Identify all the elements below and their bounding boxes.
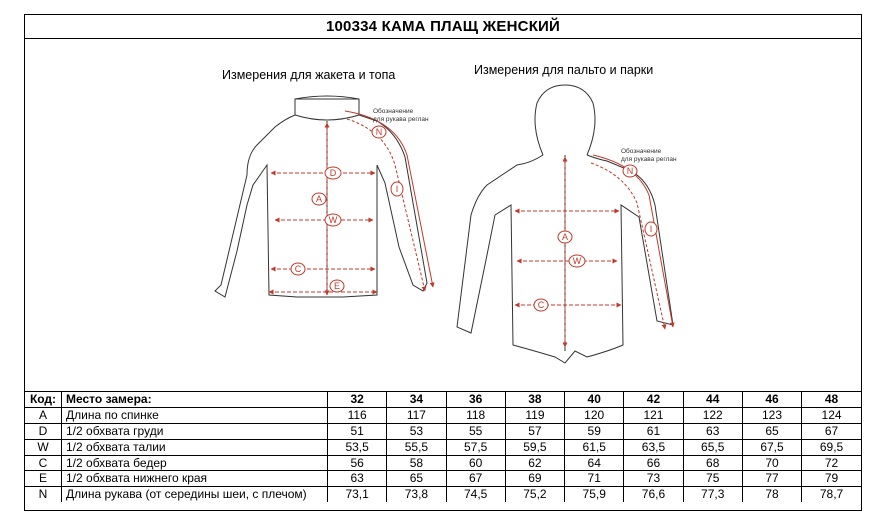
measure-value: 78: [742, 487, 801, 502]
measure-value: 72: [802, 455, 861, 471]
header-size: 38: [505, 392, 564, 408]
measure-value: 57: [505, 423, 564, 439]
measure-name: 1/2 обхвата груди: [62, 423, 328, 439]
table-row: [25, 407, 861, 423]
measure-value: 65,5: [683, 439, 742, 455]
measure-value: 73,8: [387, 487, 446, 502]
jacket-measure-labels: [291, 107, 429, 292]
coat-label-w: W: [572, 256, 582, 266]
measure-value: 60: [446, 455, 505, 471]
jacket-diagram-caption: Измерения для жакета и топа: [222, 68, 396, 82]
measure-value: 122: [683, 407, 742, 423]
measure-value: 64: [565, 455, 624, 471]
jacket-label-e: E: [333, 281, 341, 291]
measure-value: 68: [683, 455, 742, 471]
jacket-label-a: A: [315, 194, 323, 204]
measure-code: D: [25, 423, 62, 439]
header-size: 34: [387, 392, 446, 408]
header-size: 42: [624, 392, 683, 408]
measure-code: N: [25, 487, 62, 502]
coat-measures: [515, 155, 673, 347]
measure-name: Длина рукава (от середины шеи, с плечом): [62, 487, 328, 502]
measure-code: W: [25, 439, 62, 455]
jacket-label-i: I: [395, 184, 399, 194]
measure-name: 1/2 обхвата бедер: [62, 455, 328, 471]
measure-value: 69: [505, 471, 564, 487]
measure-name: 1/2 обхвата нижнего края: [62, 471, 328, 487]
measure-value: 69,5: [802, 439, 861, 455]
measure-value: 55,5: [387, 439, 446, 455]
measure-value: 51: [328, 423, 387, 439]
measure-value: 55: [446, 423, 505, 439]
size-table-body: [25, 407, 861, 502]
measure-value: 67,5: [742, 439, 801, 455]
measure-value: 58: [387, 455, 446, 471]
measure-value: 123: [742, 407, 801, 423]
header-code: Код:: [25, 392, 62, 408]
jacket-note-line1: Обозначение: [373, 108, 414, 115]
measure-code: A: [25, 407, 62, 423]
measure-value: 57,5: [446, 439, 505, 455]
size-table: [25, 391, 861, 502]
page-title: 100334 КАМА ПЛАЩ ЖЕНСКИЙ: [25, 15, 861, 39]
coat-label-a: A: [561, 232, 569, 242]
coat-label-i: I: [649, 224, 653, 234]
header-size: 40: [565, 392, 624, 408]
measure-value: 74,5: [446, 487, 505, 502]
measurement-diagrams: [25, 15, 861, 391]
coat-label-c: C: [537, 300, 545, 310]
measure-value: 120: [565, 407, 624, 423]
measure-value: 71: [565, 471, 624, 487]
measure-value: 67: [802, 423, 861, 439]
header-size: 44: [683, 392, 742, 408]
jacket-label-d: D: [329, 168, 337, 178]
measure-name: 1/2 обхвата талии: [62, 439, 328, 455]
table-row: [25, 423, 861, 439]
header-name: Место замера:: [62, 392, 328, 408]
table-row: [25, 487, 861, 502]
measure-value: 53,5: [328, 439, 387, 455]
measure-name: Длина по спинке: [62, 407, 328, 423]
measure-value: 67: [446, 471, 505, 487]
measure-value: 117: [387, 407, 446, 423]
measure-value: 63: [683, 423, 742, 439]
measure-value: 118: [446, 407, 505, 423]
measure-value: 75,9: [565, 487, 624, 502]
measure-value: 79: [802, 471, 861, 487]
header-size: 36: [446, 392, 505, 408]
jacket-label-n: N: [375, 127, 383, 137]
measure-value: 77: [742, 471, 801, 487]
measure-value: 78,7: [802, 487, 861, 502]
size-table-header-row: [25, 392, 861, 408]
coat-note-line1: Обозначение: [621, 148, 662, 155]
measure-value: 63: [328, 471, 387, 487]
measure-value: 61: [624, 423, 683, 439]
measure-value: 65: [742, 423, 801, 439]
measure-value: 119: [505, 407, 564, 423]
measure-value: 77,3: [683, 487, 742, 502]
measure-value: 56: [328, 455, 387, 471]
measure-value: 53: [387, 423, 446, 439]
header-size: 46: [742, 392, 801, 408]
measure-code: E: [25, 471, 62, 487]
coat-note-line2: для рукава реглан: [621, 156, 677, 163]
coat-measure-labels: [534, 147, 677, 311]
header-size: 48: [802, 392, 861, 408]
measure-value: 66: [624, 455, 683, 471]
coat-diagram-caption: Измерения для пальто и парки: [474, 63, 654, 77]
jacket-label-c: C: [294, 264, 302, 274]
measure-value: 62: [505, 455, 564, 471]
table-row: [25, 455, 861, 471]
measure-value: 63,5: [624, 439, 683, 455]
measure-value: 121: [624, 407, 683, 423]
coat-label-n: N: [626, 166, 634, 176]
measure-value: 65: [387, 471, 446, 487]
measure-value: 73: [624, 471, 683, 487]
measure-value: 73,1: [328, 487, 387, 502]
measure-value: 70: [742, 455, 801, 471]
table-row: [25, 471, 861, 487]
measure-value: 75,2: [505, 487, 564, 502]
measure-value: 59: [565, 423, 624, 439]
measure-value: 116: [328, 407, 387, 423]
jacket-note-line2: для рукава реглан: [373, 116, 429, 123]
coat-hood: [535, 85, 595, 155]
header-size: 32: [328, 392, 387, 408]
measure-value: 124: [802, 407, 861, 423]
size-chart-frame: [24, 14, 862, 511]
jacket-label-w: W: [328, 215, 338, 225]
table-row: [25, 439, 861, 455]
jacket-collar: [295, 96, 359, 120]
measure-value: 76,6: [624, 487, 683, 502]
measure-value: 61,5: [565, 439, 624, 455]
measure-code: C: [25, 455, 62, 471]
measure-value: 75: [683, 471, 742, 487]
measure-value: 59,5: [505, 439, 564, 455]
